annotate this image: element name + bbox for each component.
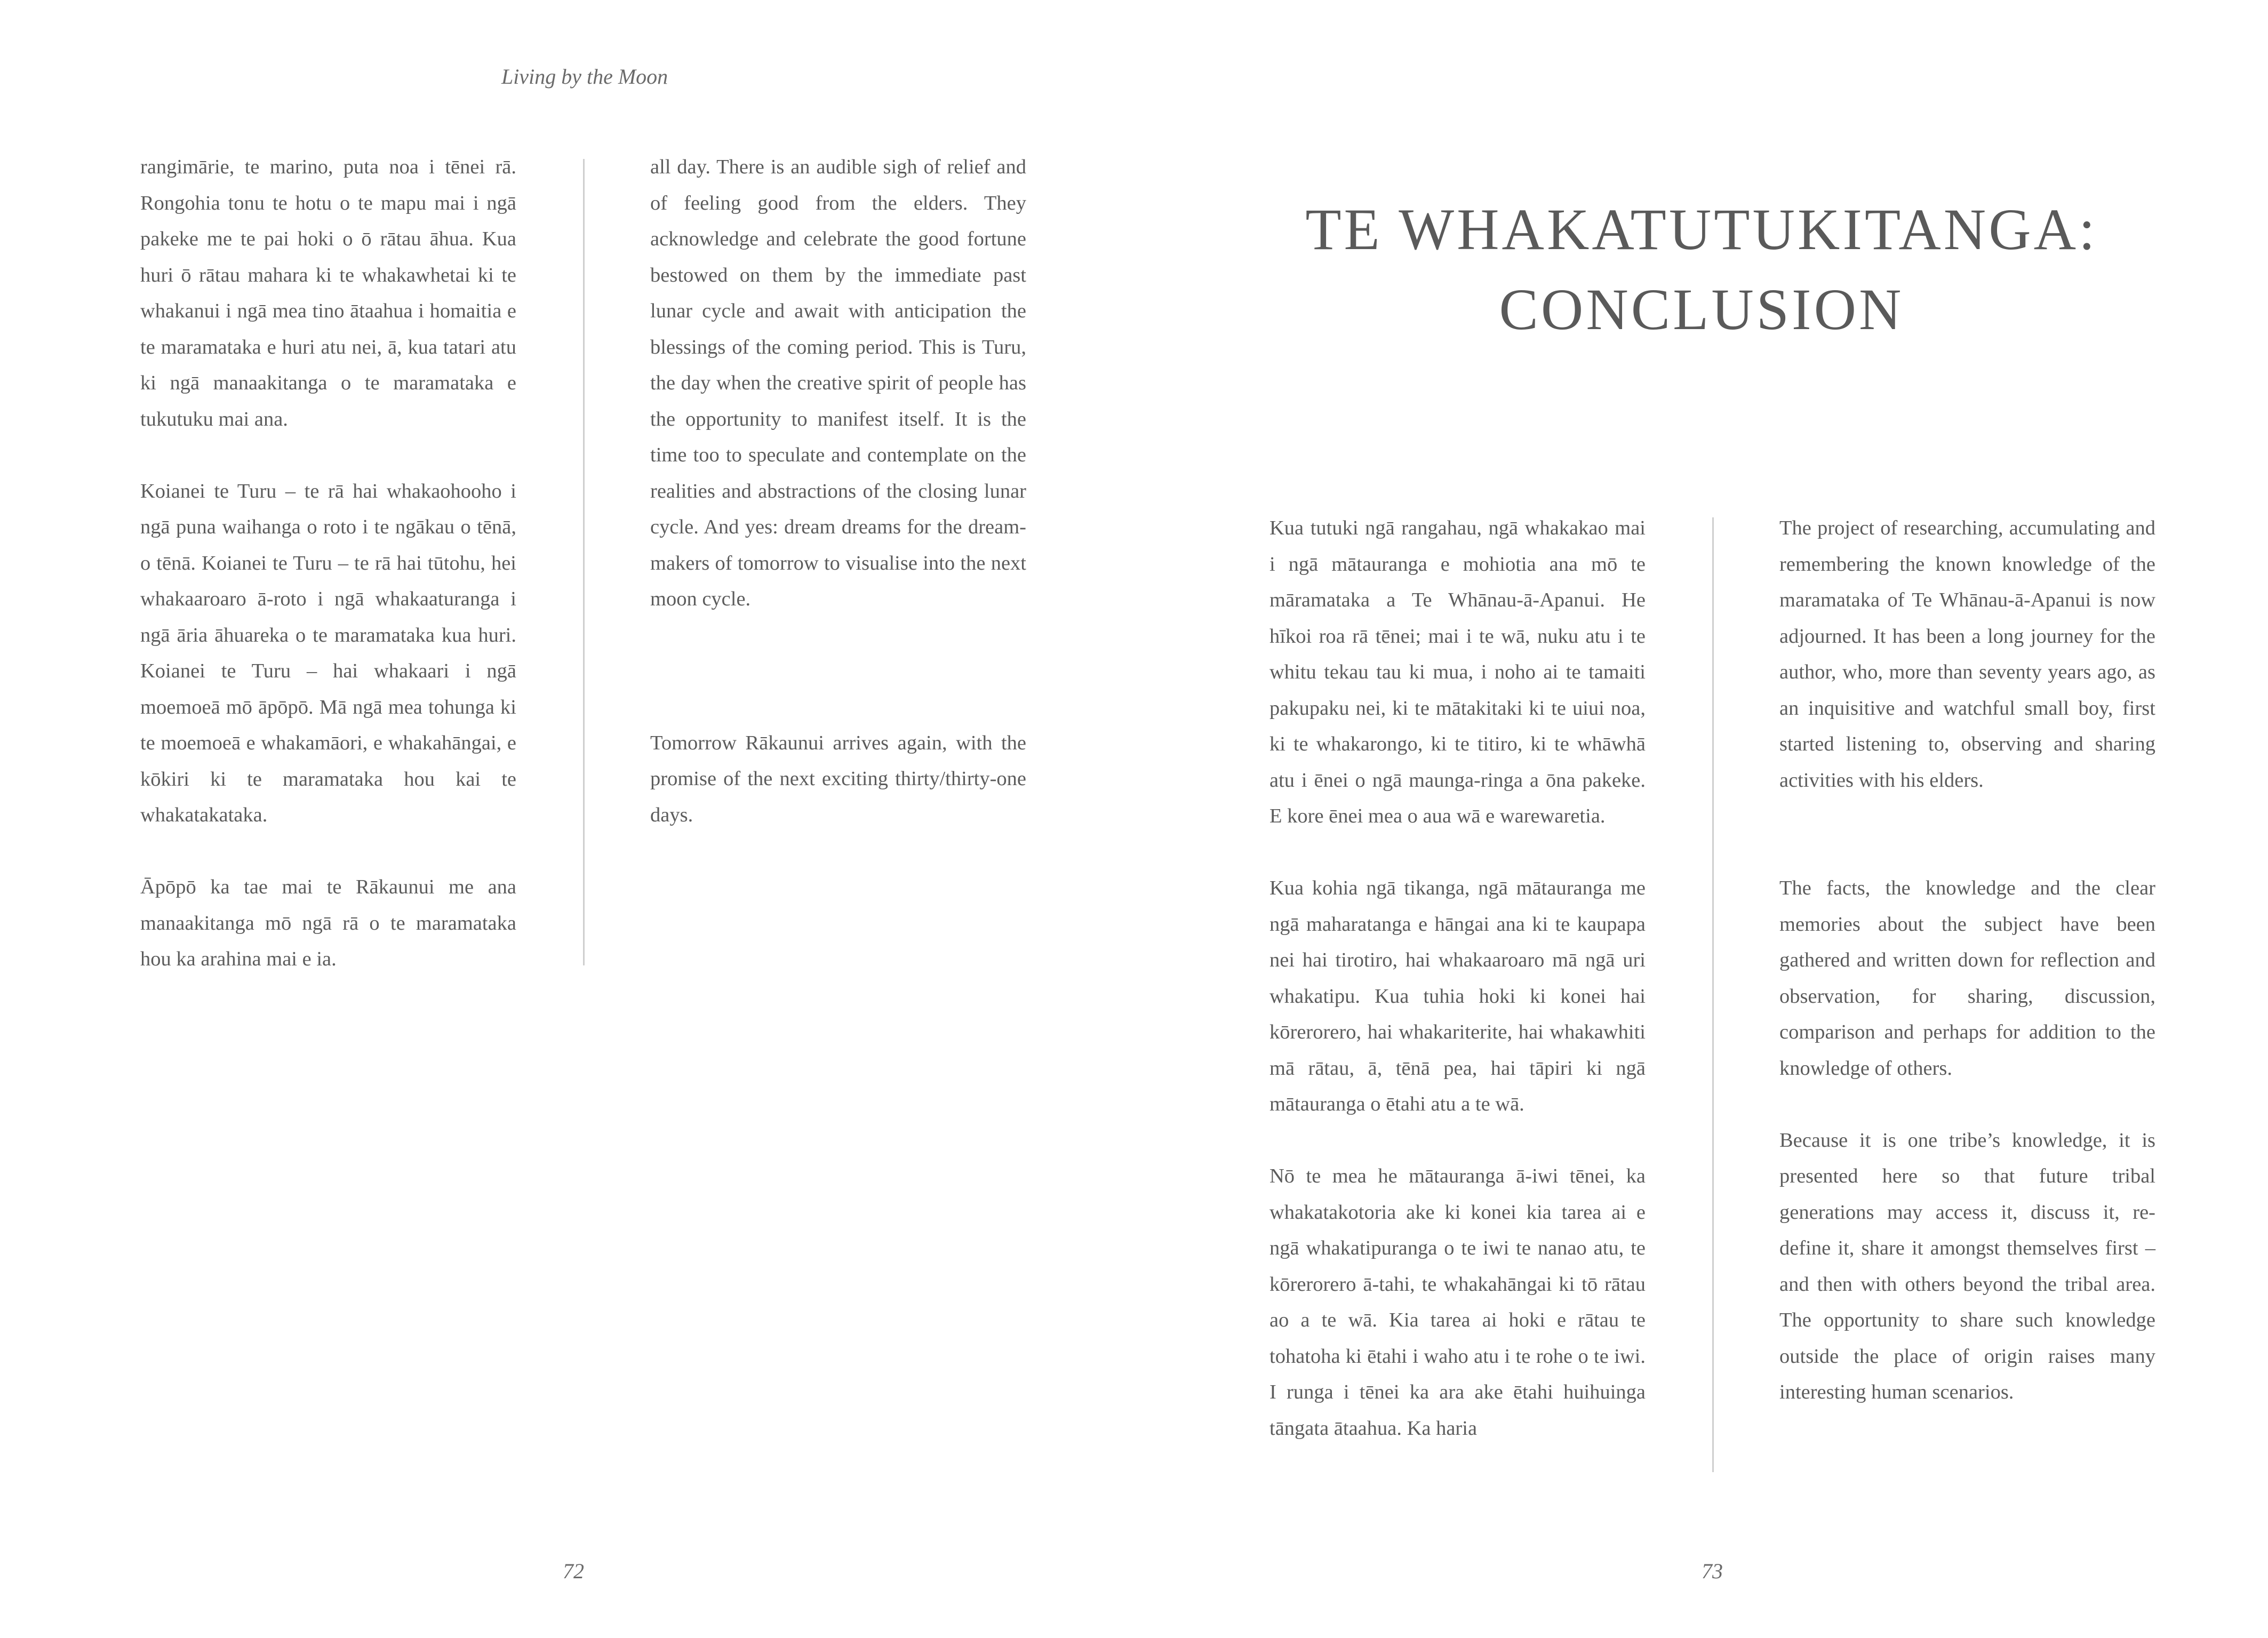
paragraph: Because it is one tribe’s knowledge, it is presented here so that future tribal generations may access it, discuss it, re-define it, share it amongst themselves first – and then with others beyond the tribal area. The opportunity to share such knowledge outside the place of origin raises many interesting human scenarios. <box>1779 1129 2155 1403</box>
chapter-title-line-1: TE WHAKATUTUKITANGA: <box>1305 197 2098 262</box>
page-number-left: 72 <box>563 1559 584 1583</box>
column-rule <box>583 159 585 965</box>
paragraph: Kua kohia ngā tikanga, ngā mātauranga me ngā maharatanga e hāngai ana ki te kaupapa nei hai tirotiro, hai whakaaroaro mā ngā uri whakatipu. Kua tuhia hoki ki konei hai kōrerorero, hai whakariterite, hai whakawhiti mā rātau, ā, tēnā pea, hai tāpiri ki ngā mātauranga o ētahi atu a te wā. <box>1269 877 1646 1115</box>
paragraph: The facts, the knowledge and the clear memories about the subject have been gathered and written down for reflection and observation, for sharing, discussion, comparison and perhaps for addition to the knowledge of others. <box>1779 877 2155 1080</box>
paragraph: rangimārie, te marino, puta noa i tēnei rā. Rongohia tonu te hotu o te mapu mai i ngā pakeke me te pai hoki o ō rātau āhua. Kua huri ō rātau mahara ki te whakawhetai ki te whakanui i ngā mea tino ātaahua i homaitia e te maramataka e huri atu nei, ā, kua tatari atu ki ngā manaakitanga o te maramataka e tukutuku mai ana. <box>140 156 516 430</box>
paragraph: Tomorrow Rākaunui arrives again, with the promise of the next exciting thirty/thirty-one days. <box>650 731 1026 826</box>
chapter-title <box>1269 189 2134 349</box>
column-rule <box>1712 517 1714 1472</box>
paragraph: Koianei te Turu – te rā hai whakaohooho i ngā puna waihanga o roto i te ngākau o tēnā, o tēnā. Koianei te Turu – te rā hai tūtohu, hei whakaaroaro ā-roto i ngā whakaaturanga i ngā āria āhuareka o te maramataka kua huri. Koianei te Turu – hai whakaari i ngā moemoeā mō āpōpō. Mā ngā mea tohunga ki te moemoeā e whakamāori, e whakahāngai, e kōkiri ki te maramataka hou kai te whakatakataka. <box>140 480 516 826</box>
left-page-column-2 <box>650 149 1026 833</box>
left-page-column-1 <box>140 149 516 978</box>
right-page-column-1 <box>1269 510 1646 1447</box>
right-page-column-2 <box>1779 510 2155 1411</box>
paragraph: Āpōpō ka tae mai te Rākaunui me ana manaakitanga mō ngā rā o te maramataka hou ka arahina mai e ia. <box>140 876 516 970</box>
paragraph: Kua tutuki ngā rangahau, ngā whakakao mai i ngā mātauranga e mohiotia ana mō te māramataka a Te Whānau-ā-Apanui. He hīkoi roa rā tēnei; mai i te wā, nuku atu i te whitu tekau tau ki mua, i noho ai te tamaiti pakupaku nei, ki te mātakitaki ki te uiui noa, ki te whakarongo, ki te titiro, ki te whāwhā atu i ēnei o ngā maunga-ringa a ōna pakeke. E kore ēnei mea o aua wā e warewaretia. <box>1269 517 1646 827</box>
paragraph: Nō te mea he mātauranga ā-iwi tēnei, ka whakatakotoria ake ki konei kia tarea ai e ngā whakatipuranga o te iwi te nanao atu, te kōrerorero ā-tahi, te whakahāngai ki tō rātau ao a te wā. Kia tarea ai hoki e rātau te tohatoha ki ētahi i waho atu i te rohe o te iwi. I runga i tēnei ka ara ake ētahi huihuinga tāngata ātaahua. Ka haria <box>1269 1165 1646 1440</box>
paragraph: all day. There is an audible sigh of relief and of feeling good from the elders. They acknowledge and celebrate the good fortune bestowed on them by the immediate past lunar cycle and await with anticipation the blessings of the coming period. This is Turu, the day when the creative spirit of people has the opportunity to manifest itself. It is the time too to speculate and contemplate on the realities and abstractions of the closing lunar cycle. And yes: dream dreams for the dream-makers of tomorrow to visualise into the next moon cycle. <box>650 156 1026 610</box>
chapter-title-line-2: CONCLUSION <box>1499 277 1904 342</box>
running-head: Living by the Moon <box>501 65 668 89</box>
page-number-right: 73 <box>1702 1559 1723 1583</box>
paragraph: The project of researching, accumulating and remembering the known knowledge of the maramataka of Te Whānau-ā-Apanui is now adjourned. It has been a long journey for the author, who, more than seventy years ago, as an inquisitive and watchful small boy, first started listening to, observing and sharing activities with his elders. <box>1779 517 2155 792</box>
